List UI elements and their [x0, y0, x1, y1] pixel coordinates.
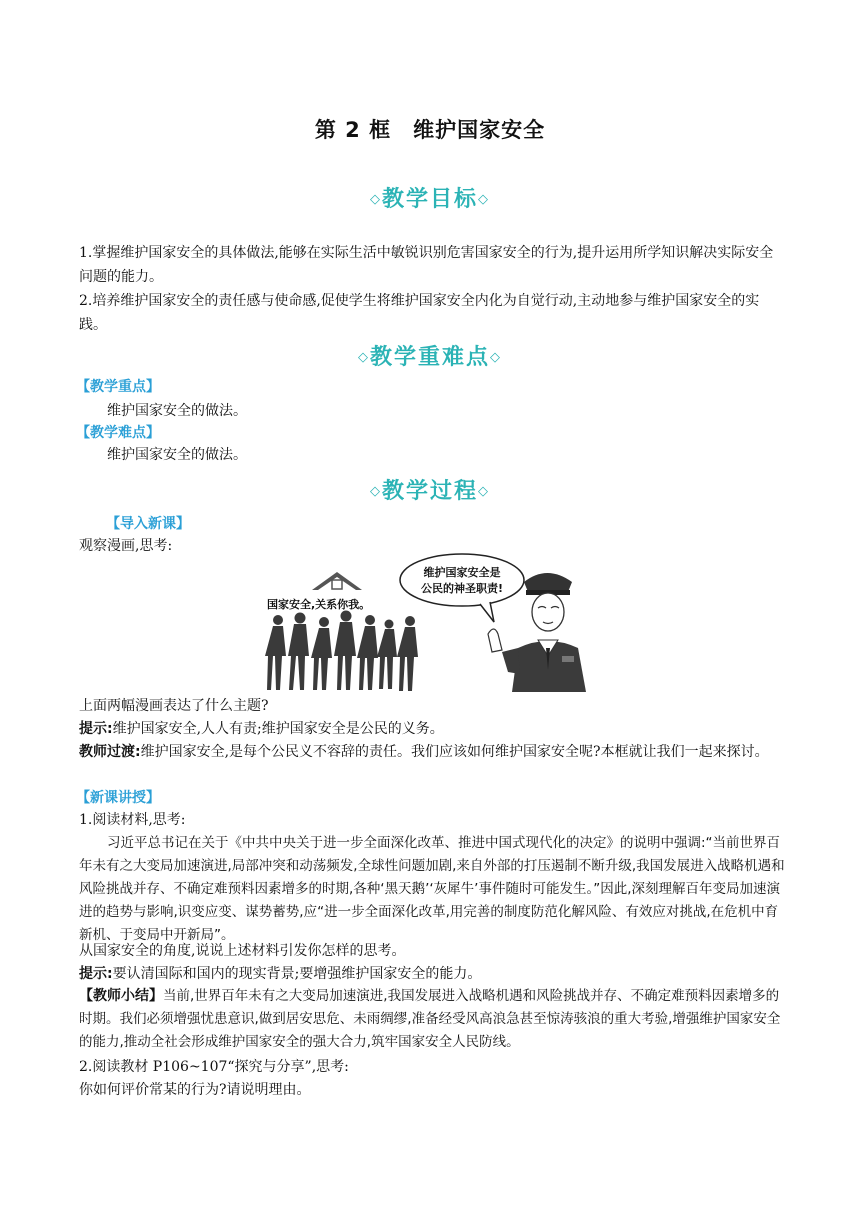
- section-heading-key-points: [0, 340, 860, 371]
- comic-illustration: [262, 552, 592, 692]
- bubble-line-1: 维护国家安全是: [423, 566, 501, 579]
- diamond-icon: ◇: [490, 350, 502, 365]
- intro-question: 上面两幅漫画表达了什么主题?: [79, 698, 269, 714]
- lecture-question-1: 从国家安全的角度,说说上述材料引发你怎样的思考。: [79, 943, 406, 959]
- focus-text: 维护国家安全的做法。: [107, 403, 247, 419]
- house-roof-icon: [312, 572, 362, 590]
- diamond-icon: ◇: [478, 484, 490, 499]
- diamond-icon: ◇: [369, 484, 382, 499]
- comic-left-caption: 国家安全,关系你我。: [267, 598, 371, 611]
- section-heading-text: 教学过程: [381, 478, 478, 504]
- objective-item-1: 1.掌握维护国家安全的具体做法,能够在实际生活中敏锐识别危害国家安全的行为,提升运用所学知识解决实际安全问题的能力。: [79, 245, 774, 285]
- teacher-summary: 【教师小结】当前,世界百年未有之大变局加速演进,我国发展进入战略机遇和风险挑战并存、不确定难预料因素增多的时期。我们必须增强忧患意识,做到居安思危、未雨绸缪,准备经受风高浪急甚至惊涛骇浪的重大考验,增强维护国家安全的能力,推动全社会形成维护国家安全的强大合力,筑牢国家安全人民防线。: [79, 988, 781, 1050]
- diamond-icon: ◇: [357, 350, 370, 365]
- focus-tag: 【教学重点】: [76, 379, 160, 395]
- speech-bubble: [400, 554, 524, 622]
- intro-hint: 提示:维护国家安全,人人有责;维护国家安全是公民的义务。: [79, 721, 444, 737]
- lecture-item-1-title: 1.阅读材料,思考:: [79, 812, 186, 828]
- lecture-tag: 【新课讲授】: [76, 790, 160, 806]
- lecture-item-2-title: 2.阅读教材 P106~107“探究与分享”,思考:: [79, 1059, 349, 1075]
- page-title: 第 2 框 维护国家安全: [314, 118, 546, 142]
- bubble-line-2: 公民的神圣职责!: [420, 582, 504, 595]
- difficulty-tag: 【教学难点】: [76, 425, 160, 441]
- intro-tag: 【导入新课】: [106, 516, 190, 532]
- lecture-question-2: 你如何评价常某的行为?请说明理由。: [79, 1082, 311, 1098]
- diamond-icon: ◇: [478, 192, 490, 207]
- section-heading-process: [0, 474, 860, 505]
- intro-prompt: 观察漫画,思考:: [79, 538, 173, 554]
- section-heading-text: 教学目标: [381, 186, 478, 212]
- difficulty-text: 维护国家安全的做法。: [107, 447, 247, 463]
- objective-item-2: 2.培养维护国家安全的责任感与使命感,促使学生将维护国家安全内化为自觉行动,主动地参与维护国家安全的实践。: [79, 293, 760, 333]
- lecture-material-quote: 习近平总书记在关于《中共中央关于进一步全面深化改革、推进中国式现代化的决定》的说明中强调:“当前世界百年未有之大变局加速演进,局部冲突和动荡频发,全球性问题加剧,来自外部的打压遏制不断升级,我国发展进入战略机遇和风险挑战并存、不确定难预料因素增多的时期,各种‘黑天鹅’‘灰犀牛’事件随时可能发生。”因此,深刻理解百年变局加速演进的趋势与影响,识变应变、谋势蓄势,应“进一步全面深化改革,用完善的制度防范化解风险、有效应对挑战,在危机中育新机、于变局中开新局”。: [79, 835, 785, 943]
- crowd-silhouettes: [265, 611, 418, 692]
- diamond-icon: ◇: [369, 192, 382, 207]
- section-heading-text: 教学重难点: [369, 344, 490, 370]
- intro-transition: 教师过渡:维护国家安全,是每个公民义不容辞的责任。我们应该如何维护国家安全呢?本框就让我们一起来探讨。: [79, 744, 769, 760]
- lecture-hint: 提示:要认清国际和国内的现实背景;要增强维护国家安全的能力。: [79, 966, 482, 982]
- section-heading-objectives: [0, 182, 860, 213]
